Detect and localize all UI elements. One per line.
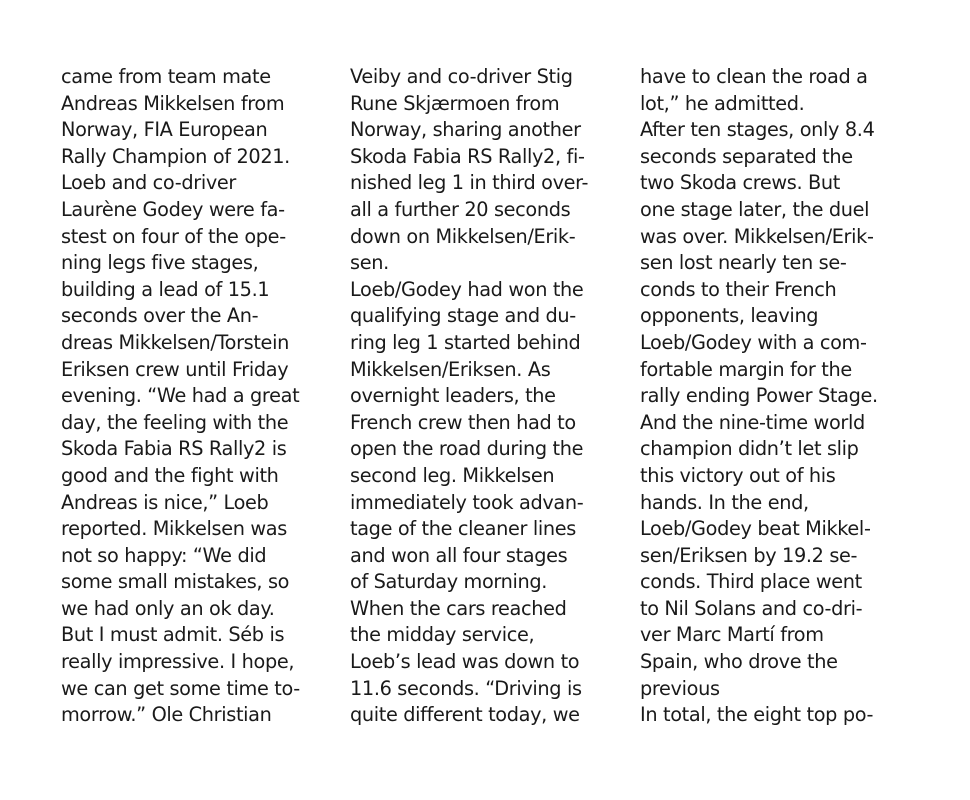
text-line: day, the feeling with the	[61, 410, 289, 434]
text-line: was over. Mikkelsen/Erik-	[640, 224, 874, 248]
text-line: qualifying stage and du-	[350, 304, 576, 328]
text-line: two Skoda crews. But	[640, 171, 841, 195]
text-line: stest on four of the ope-	[61, 224, 286, 248]
text-line: evening. “We had a great	[61, 384, 300, 408]
text-line: Veiby and co-driver Stig	[350, 65, 573, 88]
text-line: previous	[640, 676, 720, 700]
text-line: Loeb/Godey had won the	[350, 277, 584, 301]
text-line: In total, the eight top po-	[640, 703, 874, 727]
text-line: And the nine-time world	[640, 410, 865, 434]
text-line: Rune Skjærmoen from	[350, 91, 560, 115]
text-line: French crew then had to	[350, 410, 576, 434]
text-line: champion didn’t let slip	[640, 437, 859, 461]
text-line: Norway, sharing another	[350, 118, 581, 142]
text-line: Loeb’s lead was down to	[350, 650, 580, 674]
text-line: down on Mikkelsen/Erik-	[350, 224, 576, 248]
text-line: Eriksen crew until Friday	[61, 357, 289, 381]
text-line: overnight leaders, the	[350, 384, 556, 408]
text-line: Loeb and co-driver	[61, 171, 236, 195]
text-line: After ten stages, only 8.4	[640, 118, 875, 142]
text-line: fortable margin for the	[640, 357, 852, 381]
text-line: to Nil Solans and co-dri-	[640, 596, 863, 620]
text-line: hands. In the end,	[640, 490, 809, 514]
text-line: sen/Eriksen by 19.2 se-	[640, 543, 858, 567]
text-line: immediately took advan-	[350, 490, 584, 514]
text-line: conds to their French	[640, 277, 837, 301]
text-line: sen.	[350, 251, 389, 275]
text-line: quite different today, we	[350, 703, 580, 727]
text-line: Loeb/Godey beat Mikkel-	[640, 517, 871, 541]
text-line: one stage later, the duel	[640, 197, 870, 221]
text-line: Laurène Godey were fa-	[61, 197, 285, 221]
text-line: the midday service,	[350, 623, 535, 647]
text-line: ning legs five stages,	[61, 251, 259, 275]
text-line: some small mistakes, so	[61, 570, 290, 594]
text-line: building a lead of 15.1	[61, 277, 270, 301]
text-line: sen lost nearly ten se-	[640, 251, 847, 275]
text-line: Rally Champion of 2021.	[61, 144, 290, 168]
text-line: Loeb/Godey with a com-	[640, 330, 867, 354]
text-line: ring leg 1 started behind	[350, 330, 581, 354]
text-line: conds. Third place went	[640, 570, 862, 594]
text-line: of Saturday morning.	[350, 570, 548, 594]
text-line: we had only an ok day.	[61, 596, 275, 620]
text-line: nished leg 1 in third over-	[350, 171, 589, 195]
text-line: came from team mate	[61, 65, 271, 88]
text-line: all a further 20 seconds	[350, 197, 571, 221]
text-line: But I must admit. Séb is	[61, 623, 285, 647]
text-line: and won all four stages	[350, 543, 568, 567]
text-line: lot,” he admitted.	[640, 91, 805, 115]
text-line: this victory out of his	[640, 463, 836, 487]
text-line: Mikkelsen/Eriksen. As	[350, 357, 551, 381]
text-line: dreas Mikkelsen/Torstein	[61, 330, 289, 354]
text-line: 11.6 seconds. “Driving is	[350, 676, 582, 700]
text-line: good and the fight with	[61, 463, 279, 487]
text-line: open the road during the	[350, 437, 584, 461]
text-line: opponents, leaving	[640, 304, 819, 328]
text-line: second leg. Mikkelsen	[350, 463, 555, 487]
text-line: ver Marc Martí from	[640, 623, 824, 647]
text-line: have to clean the road a	[640, 65, 868, 88]
text-line: Norway, FIA European	[61, 118, 268, 142]
text-line: Skoda Fabia RS Rally2, fi-	[350, 144, 585, 168]
text-line: reported. Mikkelsen was	[61, 517, 287, 541]
text-line: Andreas Mikkelsen from	[61, 91, 285, 115]
text-line: morrow.” Ole Christian	[61, 703, 272, 727]
text-line: seconds separated the	[640, 144, 853, 168]
text-line: tage of the cleaner lines	[350, 517, 576, 541]
text-line: really impressive. I hope,	[61, 650, 295, 674]
text-line: seconds over the An-	[61, 304, 259, 328]
text-line: we can get some time to-	[61, 676, 300, 700]
article-column-3	[640, 64, 930, 729]
text-line: Skoda Fabia RS Rally2 is	[61, 437, 287, 461]
text-line: Andreas is nice,” Loeb	[61, 490, 269, 514]
text-line: Spain, who drove the	[640, 650, 838, 674]
text-line: not so happy: “We did	[61, 543, 267, 567]
article-column-1	[61, 64, 351, 729]
text-line: rally ending Power Stage.	[640, 384, 878, 408]
article-column-2	[350, 64, 640, 729]
text-line: When the cars reached	[350, 596, 567, 620]
